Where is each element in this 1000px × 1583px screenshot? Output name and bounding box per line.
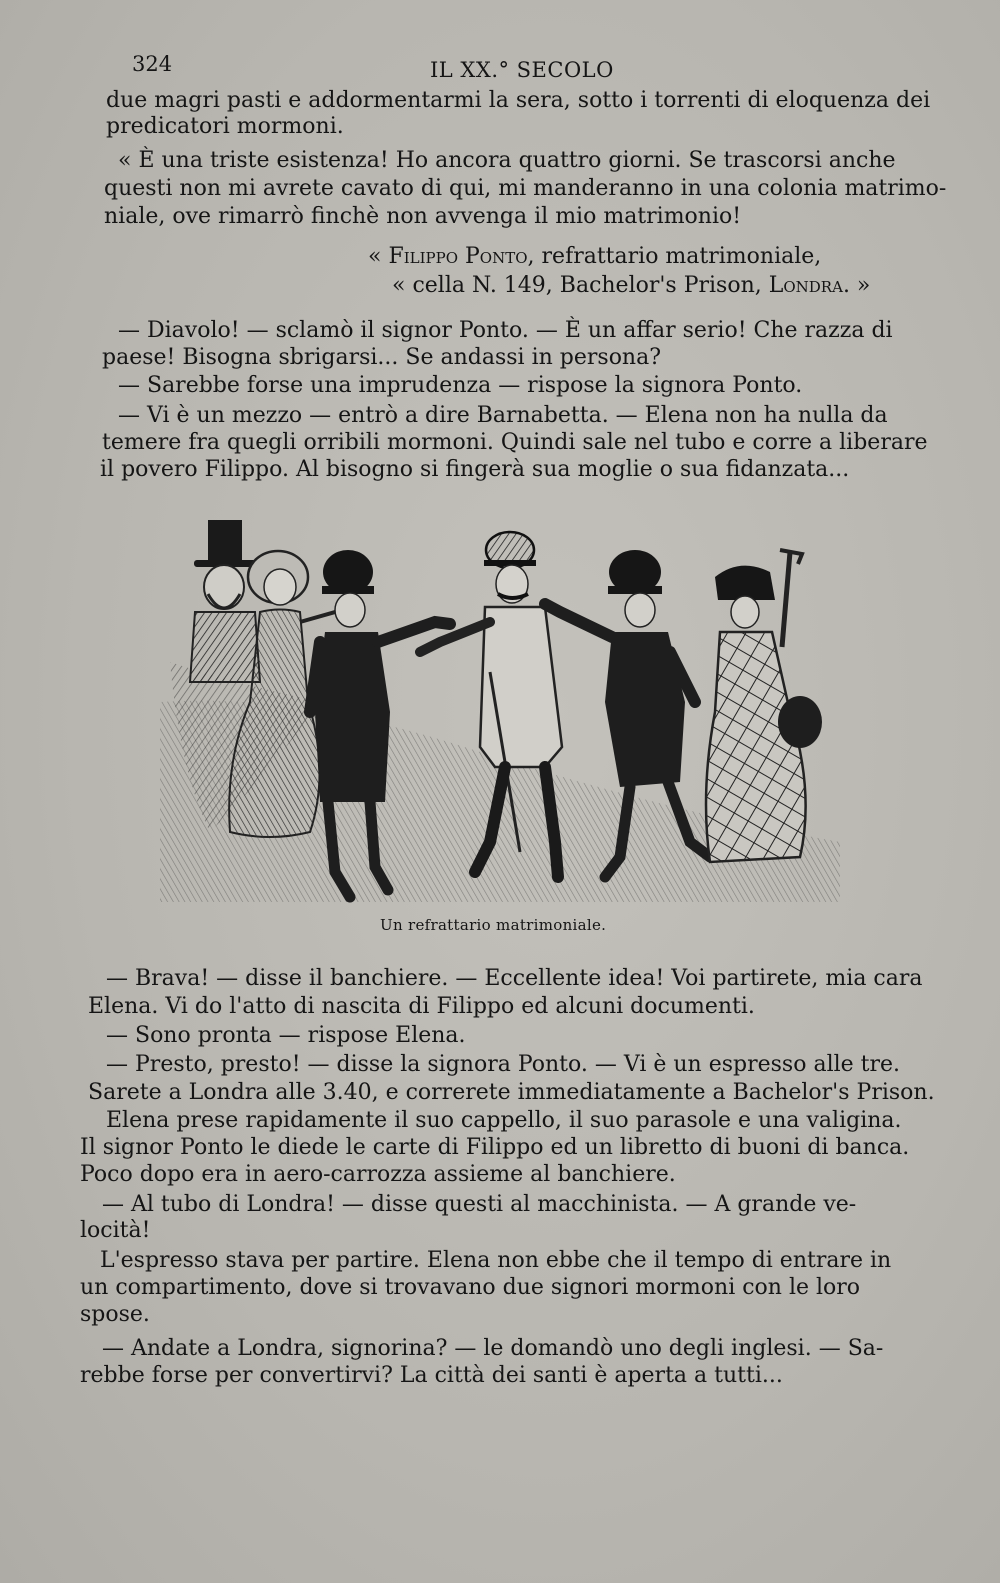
city-name: Londra (768, 273, 843, 298)
text-line: — Sono pronta — rispose Elena. (106, 1023, 466, 1048)
text-line: — Andate a Londra, signorina? — le domandò uno degli inglesi. — Sa- (102, 1336, 884, 1361)
text-line: rebbe forse per convertirvi? La città dei santi è aperta a tutti... (80, 1363, 783, 1388)
text-line: due magri pasti e addormentarmi la sera, sotto i torrenti di eloquenza dei (106, 88, 931, 113)
text-line: il povero Filippo. Al bisogno si fingerà sua moglie o sua fidanzata... (100, 457, 850, 482)
text-line: — Sarebbe forse una imprudenza — rispose la signora Ponto. (118, 373, 803, 398)
signature-line-2: « cella N. 149, Bachelor's Prison, Londra. » (392, 273, 871, 298)
text-line: — Al tubo di Londra! — disse questi al macchinista. — A grande ve- (102, 1192, 857, 1217)
text-line: — Presto, presto! — disse la signora Ponto. — Vi è un espresso alle tre. (106, 1052, 901, 1077)
text-line: temere fra quegli orribili mormoni. Quindi sale nel tubo e corre a liberare (102, 430, 928, 455)
text-line: « È una triste esistenza! Ho ancora quattro giorni. Se trascorsi anche (118, 148, 896, 173)
figure-man-top-hat (190, 520, 260, 682)
text-line: questi non mi avrete cavato di qui, mi manderanno in una colonia matrimo- (104, 176, 947, 201)
text-line: Sarete a Londra alle 3.40, e correrete immediatamente a Bachelor's Prison. (88, 1080, 935, 1105)
page-number: 324 (132, 52, 173, 76)
text-line: Il signor Ponto le diede le carte di Filippo ed un libretto di buoni di banca. (80, 1135, 910, 1160)
text-line: — Diavolo! — sclamò il signor Ponto. — È un affar serio! Che razza di (118, 318, 893, 343)
text-line: Poco dopo era in aero-carrozza assieme al banchiere. (80, 1162, 676, 1187)
text-line: L'espresso stava per partire. Elena non ebbe che il tempo di entrare in (100, 1248, 892, 1273)
text-line: locità! (80, 1218, 151, 1243)
text-line: — Vi è un mezzo — entrò a dire Barnabetta. — Elena non ha nulla da (118, 403, 888, 428)
figure-caption: Un refrattario matrimoniale. (380, 916, 607, 934)
running-title: IL XX.° SECOLO (430, 58, 614, 82)
text-line: niale, ove rimarrò finchè non avvenga il mio matrimonio! (104, 204, 742, 229)
text-line: Elena. Vi do l'atto di nascita di Filippo ed alcuni documenti. (88, 994, 755, 1019)
text-line: paese! Bisogna sbrigarsi... Se andassi in persona? (102, 345, 662, 370)
text-line: un compartimento, dove si trovavano due signori mormoni con le loro (80, 1275, 861, 1300)
text-line: predicatori mormoni. (106, 114, 344, 139)
figure-woman-plaid-dress (706, 550, 822, 862)
text-line: spose. (80, 1302, 150, 1327)
signature-line-1: « Filippo Ponto, refrattario matrimoniale, (368, 244, 822, 269)
engraving-illustration (150, 512, 850, 912)
running-header (0, 52, 1000, 86)
text-line: — Brava! — disse il banchiere. — Eccellente idea! Voi partirete, mia cara (106, 966, 923, 991)
signer-name: Filippo Ponto (388, 244, 528, 269)
text-line: Elena prese rapidamente il suo cappello, il suo parasole e una valigina. (106, 1108, 902, 1133)
